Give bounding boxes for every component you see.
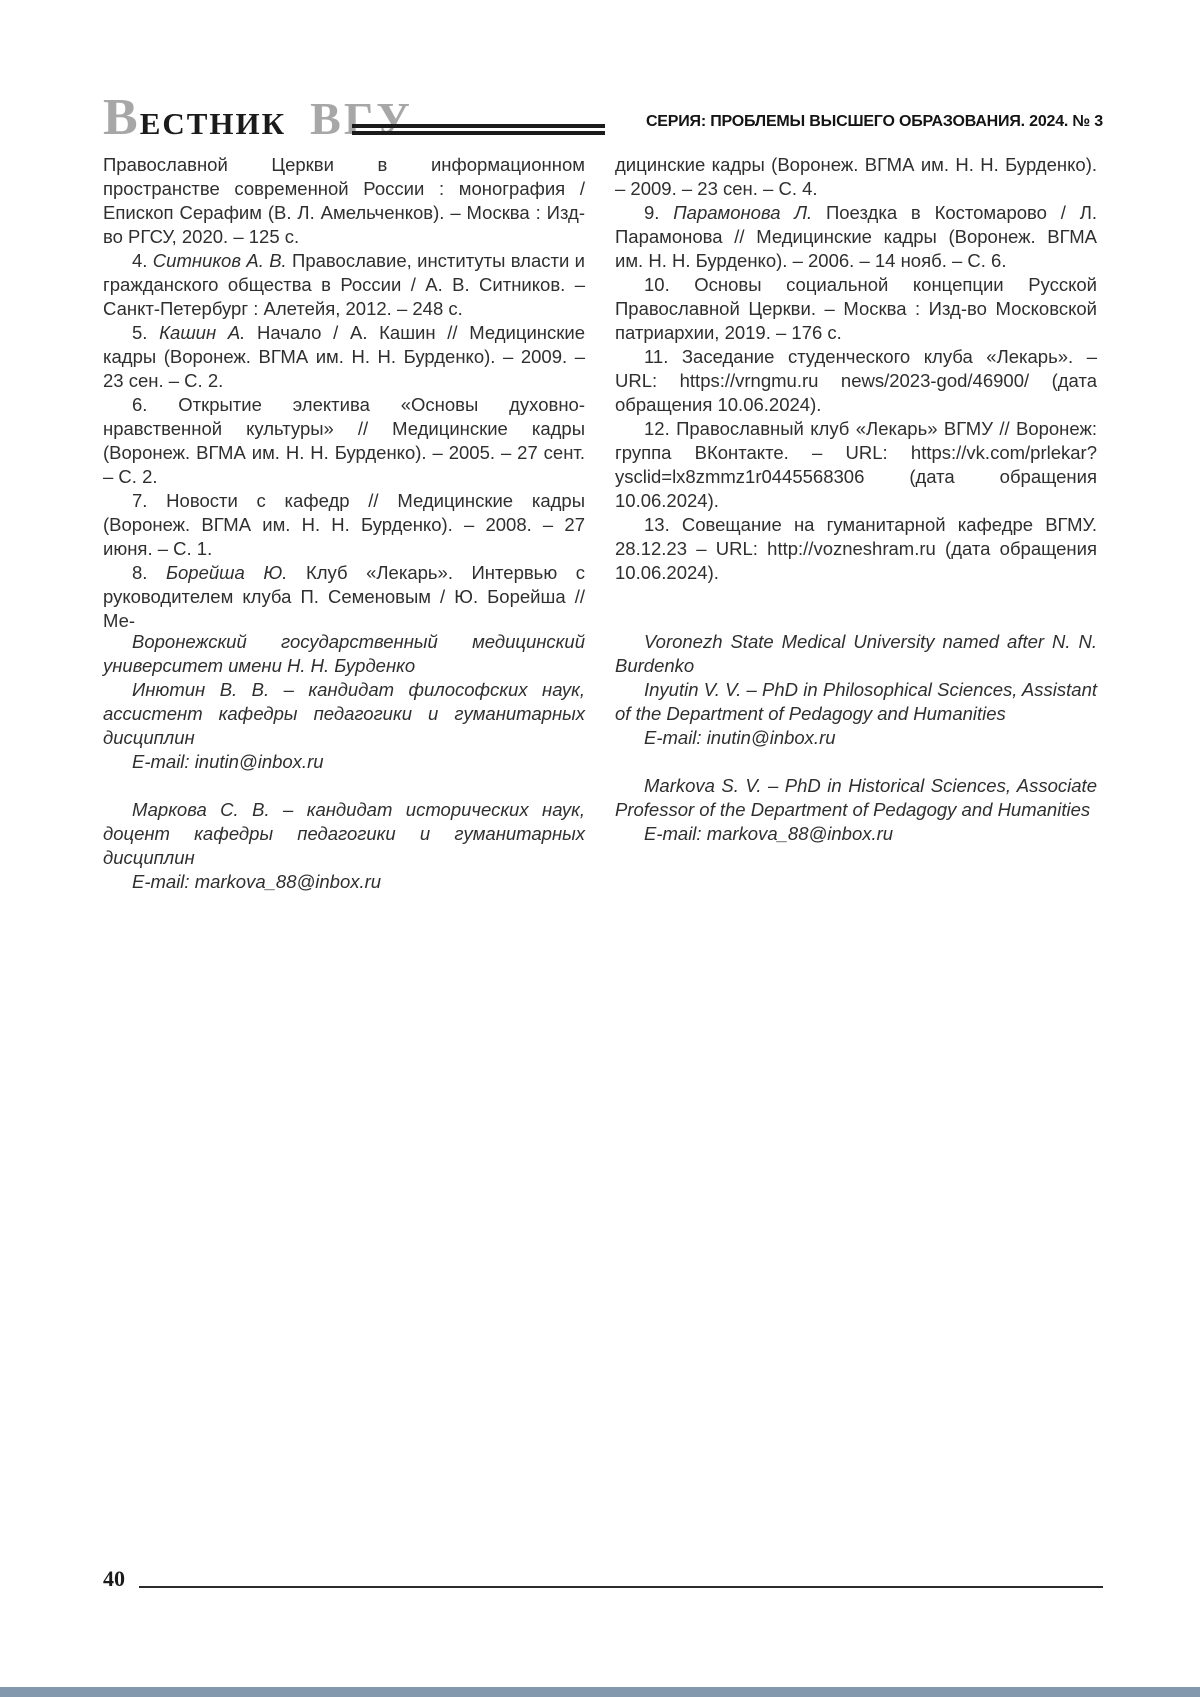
author-paragraph	[103, 630, 585, 678]
author-paragraph	[103, 750, 585, 774]
reference-paragraph	[615, 345, 1097, 417]
text-run: Инютин В. В. – кандидат философских наук, ассистент кафедры педагогики и гуманитарных дисциплин	[103, 679, 585, 748]
logo-vestnik-rest: ЕСТНИК	[139, 106, 287, 141]
text-run: Voronezh State Medical University named after N. N. Burdenko	[615, 631, 1097, 676]
text-run: Парамонова Л.	[673, 202, 813, 223]
author-paragraph	[615, 726, 1097, 750]
text-run: 6. Открытие электива «Основы духовно-нравственной культуры» // Медицинские кадры (Воронеж. ВГМА им. Н. Н. Бурденко). – 2005. – 27 сент. – С. 2.	[103, 394, 585, 487]
bottom-edge-bar	[0, 1687, 1200, 1697]
page-number: 40	[103, 1566, 125, 1591]
reference-paragraph	[103, 249, 585, 321]
text-run: 10. Основы социальной концепции Русской Православной Церкви. – Москва : Изд-во Московской патриархии, 2019. – 176 с.	[615, 274, 1097, 343]
text-run: 8.	[132, 562, 166, 583]
reference-paragraph	[103, 321, 585, 393]
text-run: E-mail: markova_88@inbox.ru	[132, 871, 382, 892]
reference-paragraph	[103, 561, 585, 633]
text-run: E-mail: inutin@inbox.ru	[132, 751, 324, 772]
reference-paragraph	[103, 489, 585, 561]
reference-paragraph	[103, 393, 585, 489]
references-column-right	[615, 153, 1097, 585]
text-run: Маркова С. В. – кандидат исторических наук, доцент кафедры педагогики и гуманитарных дисциплин	[103, 799, 585, 868]
text-run: E-mail: inutin@inbox.ru	[644, 727, 836, 748]
text-run: 11. Заседание студенческого клуба «Лекарь». – URL: https://vrngmu.ru news/2023-god/46900/ (дата обращения 10.06.2024).	[615, 346, 1097, 415]
series-title: СЕРИЯ: ПРОБЛЕМЫ ВЫСШЕГО ОБРАЗОВАНИЯ. 2024. № 3	[645, 113, 1103, 130]
reference-paragraph	[103, 153, 585, 249]
text-run: Воронежский государственный медицинский университет имени Н. Н. Бурденко	[103, 631, 585, 676]
logo-vgu: ВГУ	[310, 93, 413, 144]
author-paragraph	[615, 774, 1097, 822]
authors-block-english	[615, 630, 1097, 846]
text-run: 9.	[644, 202, 674, 223]
author-paragraph	[615, 678, 1097, 726]
header-double-rule	[352, 124, 605, 135]
reference-paragraph	[615, 273, 1097, 345]
text-run: E-mail: markova_88@inbox.ru	[644, 823, 894, 844]
text-run: Inyutin V. V. – PhD in Philosophical Sciences, Assistant of the Department of Pedagogy and Humanities	[615, 679, 1097, 724]
reference-paragraph	[615, 417, 1097, 513]
text-run: Православие, институты власти и гражданского общества в России / А. В. Ситников. – Санкт-Петербург : Алетейя, 2012. – 248 с.	[103, 250, 585, 319]
text-run: Клуб «Лекарь». Интервью с руководителем клуба П. Семеновым / Ю. Борейша // Ме-	[103, 562, 585, 631]
logo-vestnik-initial: В	[103, 89, 139, 146]
author-paragraph	[615, 630, 1097, 678]
references-column-left	[103, 153, 585, 633]
text-run: Markova S. V. – PhD in Historical Sciences, Associate Professor of the Department of Pedagogy and Humanities	[615, 775, 1097, 820]
text-run: 7. Новости с кафедр // Медицинские кадры (Воронеж. ВГМА им. Н. Н. Бурденко). – 2008. – 27 июня. – С. 1.	[103, 490, 585, 559]
footer-rule	[139, 1586, 1103, 1588]
text-run: 5.	[132, 322, 160, 343]
text-run: 12. Православный клуб «Лекарь» ВГМУ // Воронеж: группа ВКонтакте. – URL: https://vk.com/prlekar?ysclid=lx8zmmz1r0445568306 (дата обращения 10.06.2024).	[615, 418, 1097, 511]
page-footer	[103, 1568, 1103, 1590]
text-run: 13. Совещание на гуманитарной кафедре ВГМУ. 28.12.23 – URL: http://vozneshram.ru (дата обращения 10.06.2024).	[615, 514, 1097, 583]
author-paragraph	[103, 798, 585, 870]
text-run: Борейша Ю.	[165, 562, 288, 583]
text-run: дицинские кадры (Воронеж. ВГМА им. Н. Н. Бурденко). – 2009. – 23 сен. – С. 4.	[615, 154, 1097, 199]
journal-logo	[103, 89, 413, 146]
text-run: Ситников А. В.	[152, 250, 287, 271]
reference-paragraph	[615, 153, 1097, 201]
author-paragraph	[615, 822, 1097, 846]
authors-block-russian	[103, 630, 585, 894]
text-run: 4.	[132, 250, 153, 271]
text-run: Православной Церкви в информационном пространстве современной России : монография / Епископ Серафим (В. Л. Амельченков). – Москва : Изд-во РГСУ, 2020. – 125 с.	[103, 154, 585, 247]
text-run: Кашин А.	[159, 322, 246, 343]
author-paragraph	[103, 870, 585, 894]
text-run: Поездка в Костомарово / Л. Парамонова // Медицинские кадры (Воронеж. ВГМА им. Н. Н. Бурденко). – 2006. – 14 нояб. – С. 6.	[615, 202, 1097, 271]
reference-paragraph	[615, 513, 1097, 585]
reference-paragraph	[615, 201, 1097, 273]
author-paragraph	[103, 678, 585, 750]
text-run: Начало / А. Кашин // Медицинские кадры (Воронеж. ВГМА им. Н. Н. Бурденко). – 2009. – 23 сен. – С. 2.	[103, 322, 585, 391]
